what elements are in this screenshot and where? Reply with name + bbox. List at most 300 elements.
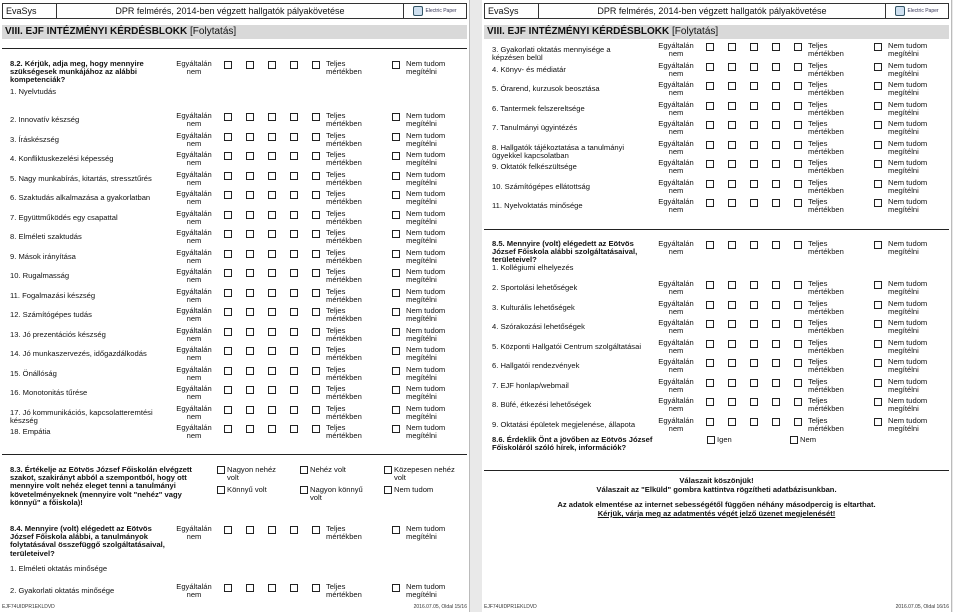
rating-checkbox-5[interactable] (794, 281, 802, 289)
rating-checkbox-5[interactable] (312, 172, 320, 180)
dont-know-checkbox[interactable] (874, 301, 882, 309)
dont-know-checkbox[interactable] (874, 359, 882, 367)
rating-checkbox-3[interactable] (268, 133, 276, 141)
rating-checkbox-4[interactable] (290, 526, 298, 534)
dont-know-checkbox[interactable] (874, 241, 882, 249)
dont-know-checkbox[interactable] (392, 113, 400, 121)
dont-know-checkbox[interactable] (874, 199, 882, 207)
dont-know-label: Nem tudom megítélni (888, 318, 928, 335)
rating-checkbox-3[interactable] (750, 320, 758, 328)
rating-checkbox-5[interactable] (312, 61, 320, 69)
rating-checkbox-5[interactable] (312, 269, 320, 277)
rating-checkbox-2[interactable] (246, 191, 254, 199)
rating-checkbox-2[interactable] (728, 418, 736, 426)
dont-know-checkbox[interactable] (392, 133, 400, 141)
rating-checkbox-3[interactable] (268, 526, 276, 534)
rating-checkbox-2[interactable] (246, 406, 254, 414)
dont-know-checkbox[interactable] (392, 367, 400, 375)
rating-checkbox-1[interactable] (224, 211, 232, 219)
rating-checkbox-5[interactable] (794, 301, 802, 309)
item-label: 5. Központi Hallgatói Centrum szolgáltatásai (492, 341, 642, 351)
dont-know-checkbox[interactable] (874, 379, 882, 387)
item-label: 9. Mások irányítása (10, 251, 76, 261)
rating-checkbox-3[interactable] (268, 61, 276, 69)
item-label: 2. Innovatív készség (10, 115, 80, 124)
rating-checkbox-1[interactable] (224, 526, 232, 534)
rating-checkbox-1[interactable] (224, 328, 232, 336)
scale-low-label: Egyáltalán nem (658, 415, 694, 433)
rating-checkbox-2[interactable] (246, 250, 254, 258)
dont-know-label: Nem tudom megítélni (888, 41, 928, 58)
rating-checkbox-4[interactable] (772, 398, 780, 406)
checkbox[interactable] (384, 486, 392, 494)
rating-checkbox-2[interactable] (728, 160, 736, 168)
answer-option[interactable] (384, 466, 462, 484)
rating-checkbox-2[interactable] (728, 340, 736, 348)
answer-option[interactable] (300, 466, 378, 484)
rating-checkbox-2[interactable] (246, 172, 254, 180)
rating-checkbox-2[interactable] (246, 61, 254, 69)
dont-know-label: Nem tudom megítélni (888, 337, 928, 355)
dont-know-checkbox[interactable] (392, 526, 400, 534)
dont-know-checkbox[interactable] (392, 386, 400, 394)
rating-checkbox-5[interactable] (312, 347, 320, 355)
dont-know-checkbox[interactable] (874, 43, 882, 51)
rating-checkbox-1[interactable] (224, 425, 232, 433)
rating-checkbox-3[interactable] (268, 113, 276, 121)
rating-checkbox-5[interactable] (794, 379, 802, 387)
rating-checkbox-5[interactable] (794, 199, 802, 207)
rating-checkbox-2[interactable] (728, 398, 736, 406)
rating-checkbox-4[interactable] (772, 320, 780, 328)
rating-checkbox-2[interactable] (728, 43, 736, 51)
rating-checkbox-4[interactable] (772, 379, 780, 387)
rating-checkbox-3[interactable] (750, 398, 758, 406)
scale-high-label: Teljes mértékben (326, 130, 362, 148)
rating-checkbox-2[interactable] (246, 289, 254, 297)
rating-checkbox-2[interactable] (728, 320, 736, 328)
survey-title: DPR felmérés, 2014-ben végzett hallgatók pályakövetése (115, 6, 345, 16)
rating-checkbox-5[interactable] (794, 141, 802, 149)
rating-checkbox-5[interactable] (312, 308, 320, 316)
rating-checkbox-2[interactable] (728, 102, 736, 110)
dont-know-checkbox[interactable] (392, 230, 400, 238)
rating-checkbox-4[interactable] (290, 289, 298, 297)
rating-checkbox-4[interactable] (772, 63, 780, 71)
rating-checkbox-3[interactable] (268, 250, 276, 258)
rating-checkbox-1[interactable] (706, 141, 714, 149)
rating-checkbox-4[interactable] (290, 172, 298, 180)
rating-checkbox-2[interactable] (246, 328, 254, 336)
rating-checkbox-2[interactable] (728, 141, 736, 149)
footer-page: 2016.07.05, Oldal 15/16 (413, 604, 467, 610)
checkbox[interactable] (300, 486, 308, 494)
dont-know-checkbox[interactable] (874, 320, 882, 328)
rating-checkbox-2[interactable] (246, 133, 254, 141)
dont-know-label: Nem tudom megítélni (888, 99, 928, 117)
rating-checkbox-4[interactable] (290, 211, 298, 219)
rating-checkbox-3[interactable] (268, 191, 276, 199)
dont-know-checkbox[interactable] (392, 347, 400, 355)
rating-checkbox-5[interactable] (794, 63, 802, 71)
rating-checkbox-2[interactable] (728, 379, 736, 387)
rating-checkbox-2[interactable] (246, 584, 254, 592)
dont-know-checkbox[interactable] (392, 152, 400, 160)
rating-checkbox-3[interactable] (268, 152, 276, 160)
scale-high-label: Teljes mértékben (326, 59, 362, 76)
rating-checkbox-4[interactable] (290, 406, 298, 414)
rating-checkbox-5[interactable] (312, 211, 320, 219)
logo-icon (895, 6, 905, 16)
rating-checkbox-4[interactable] (290, 584, 298, 592)
rating-checkbox-5[interactable] (312, 289, 320, 297)
rating-checkbox-4[interactable] (290, 269, 298, 277)
logo-icon (413, 6, 423, 16)
rating-row (0, 583, 469, 605)
answer-option[interactable] (300, 486, 378, 504)
rating-checkbox-3[interactable] (268, 269, 276, 277)
rating-checkbox-2[interactable] (728, 359, 736, 367)
dont-know-checkbox[interactable] (874, 102, 882, 110)
rating-checkbox-1[interactable] (224, 152, 232, 160)
dont-know-checkbox[interactable] (874, 418, 882, 426)
rating-checkbox-5[interactable] (794, 43, 802, 51)
rating-checkbox-3[interactable] (268, 211, 276, 219)
rating-checkbox-2[interactable] (728, 82, 736, 90)
rating-checkbox-1[interactable] (224, 386, 232, 394)
dont-know-checkbox[interactable] (874, 141, 882, 149)
scale-high-label: Teljes mértékben (808, 60, 844, 78)
item-label: 10. Számítógépes ellátottság (492, 181, 590, 191)
rating-checkbox-5[interactable] (794, 241, 802, 249)
rating-checkbox-3[interactable] (268, 367, 276, 375)
rating-checkbox-5[interactable] (794, 320, 802, 328)
dont-know-label: Nem tudom megítélni (406, 306, 446, 323)
rating-checkbox-1[interactable] (706, 121, 714, 129)
page-header (2, 3, 467, 19)
rating-checkbox-3[interactable] (268, 172, 276, 180)
rating-checkbox-1[interactable] (706, 180, 714, 188)
rating-checkbox-3[interactable] (268, 308, 276, 316)
rating-checkbox-4[interactable] (290, 367, 298, 375)
rating-checkbox-2[interactable] (246, 113, 254, 121)
rating-checkbox-3[interactable] (268, 289, 276, 297)
dont-know-checkbox[interactable] (392, 250, 400, 258)
dont-know-checkbox[interactable] (392, 191, 400, 199)
dont-know-checkbox[interactable] (392, 406, 400, 414)
rating-checkbox-2[interactable] (728, 199, 736, 207)
dont-know-checkbox[interactable] (874, 340, 882, 348)
dont-know-label: Nem tudom megítélni (406, 524, 446, 541)
rating-checkbox-5[interactable] (794, 398, 802, 406)
rating-checkbox-2[interactable] (728, 63, 736, 71)
dont-know-checkbox[interactable] (392, 61, 400, 69)
rating-checkbox-5[interactable] (794, 418, 802, 426)
rating-checkbox-1[interactable] (224, 584, 232, 592)
rating-checkbox-4[interactable] (290, 250, 298, 258)
rating-checkbox-1[interactable] (224, 113, 232, 121)
rating-checkbox-1[interactable] (224, 308, 232, 316)
rating-checkbox-5[interactable] (312, 250, 320, 258)
rating-checkbox-3[interactable] (750, 141, 758, 149)
rating-checkbox-1[interactable] (706, 281, 714, 289)
rating-checkbox-1[interactable] (706, 301, 714, 309)
rating-checkbox-4[interactable] (290, 308, 298, 316)
rating-checkbox-5[interactable] (312, 425, 320, 433)
rating-checkbox-4[interactable] (290, 347, 298, 355)
rating-checkbox-3[interactable] (750, 281, 758, 289)
dont-know-checkbox[interactable] (392, 211, 400, 219)
rating-checkbox-3[interactable] (750, 241, 758, 249)
rating-checkbox-3[interactable] (268, 584, 276, 592)
option-no[interactable] (790, 436, 850, 446)
rating-checkbox-2[interactable] (246, 230, 254, 238)
rating-checkbox-1[interactable] (224, 133, 232, 141)
scale-low-label: Egyáltalán nem (658, 318, 694, 335)
rating-checkbox-5[interactable] (312, 406, 320, 414)
rating-checkbox-5[interactable] (312, 113, 320, 121)
rating-checkbox-3[interactable] (268, 406, 276, 414)
rating-checkbox-4[interactable] (290, 113, 298, 121)
rating-checkbox-4[interactable] (772, 199, 780, 207)
rating-row (482, 239, 951, 272)
thank-you-text: Válaszait köszönjük! (679, 476, 754, 485)
rating-checkbox-2[interactable] (728, 301, 736, 309)
option-label: Közepesen nehéz volt (394, 465, 455, 482)
checkbox[interactable] (217, 466, 225, 474)
rating-checkbox-2[interactable] (246, 425, 254, 433)
scale-high-label: Teljes mértékben (326, 306, 362, 323)
rating-checkbox-5[interactable] (794, 359, 802, 367)
scale-low-label: Egyáltalán nem (176, 111, 212, 128)
scale-high-label: Teljes mértékben (326, 423, 362, 440)
rating-checkbox-5[interactable] (312, 133, 320, 141)
dont-know-label: Nem tudom megítélni (888, 177, 928, 195)
rating-checkbox-1[interactable] (706, 320, 714, 328)
rating-checkbox-5[interactable] (312, 191, 320, 199)
rating-checkbox-4[interactable] (290, 61, 298, 69)
checkbox[interactable] (300, 466, 308, 474)
rating-checkbox-5[interactable] (312, 152, 320, 160)
rating-checkbox-3[interactable] (750, 418, 758, 426)
rating-checkbox-3[interactable] (750, 160, 758, 168)
rating-checkbox-2[interactable] (246, 308, 254, 316)
rating-checkbox-1[interactable] (706, 102, 714, 110)
rating-checkbox-4[interactable] (290, 230, 298, 238)
rating-checkbox-4[interactable] (772, 82, 780, 90)
rating-checkbox-2[interactable] (246, 347, 254, 355)
rating-checkbox-5[interactable] (312, 367, 320, 375)
scale-low-label: Egyáltalán nem (176, 150, 212, 167)
rating-checkbox-3[interactable] (268, 230, 276, 238)
rating-checkbox-1[interactable] (224, 230, 232, 238)
item-label: 8. Elméleti szaktudás (10, 232, 82, 241)
dont-know-label: Nem tudom megítélni (406, 189, 446, 206)
rating-checkbox-4[interactable] (772, 102, 780, 110)
rating-checkbox-3[interactable] (750, 121, 758, 129)
rating-checkbox-4[interactable] (772, 180, 780, 188)
rating-checkbox-4[interactable] (290, 425, 298, 433)
rating-checkbox-1[interactable] (224, 406, 232, 414)
item-label: 13. Jó prezentációs készség (10, 329, 106, 339)
rating-checkbox-4[interactable] (772, 160, 780, 168)
rating-checkbox-2[interactable] (728, 121, 736, 129)
rating-checkbox-4[interactable] (772, 141, 780, 149)
rating-checkbox-5[interactable] (794, 180, 802, 188)
dont-know-checkbox[interactable] (392, 172, 400, 180)
dont-know-label: Nem tudom megítélni (406, 364, 446, 382)
rating-checkbox-1[interactable] (706, 418, 714, 426)
electric-paper-logo (403, 4, 466, 18)
dont-know-checkbox[interactable] (874, 63, 882, 71)
rating-checkbox-5[interactable] (312, 526, 320, 534)
dont-know-checkbox[interactable] (392, 269, 400, 277)
rating-checkbox-3[interactable] (750, 43, 758, 51)
dont-know-checkbox[interactable] (874, 121, 882, 129)
rating-checkbox-4[interactable] (772, 121, 780, 129)
rating-checkbox-3[interactable] (268, 386, 276, 394)
dont-know-label: Nem tudom megítélni (888, 376, 928, 394)
dont-know-label: Nem tudom megítélni (406, 150, 446, 167)
item-label: 12. Számítógépes tudás (10, 310, 92, 319)
scale-high-label: Teljes mértékben (808, 41, 844, 58)
rating-checkbox-1[interactable] (706, 340, 714, 348)
rating-checkbox-1[interactable] (224, 269, 232, 277)
rating-checkbox-4[interactable] (772, 418, 780, 426)
section-title (484, 25, 949, 39)
option-label: Nehéz volt (310, 465, 346, 474)
rating-checkbox-1[interactable] (706, 379, 714, 387)
dont-know-checkbox[interactable] (392, 584, 400, 592)
rating-checkbox-1[interactable] (224, 61, 232, 69)
rating-checkbox-1[interactable] (706, 82, 714, 90)
rating-checkbox-2[interactable] (246, 211, 254, 219)
rating-checkbox-1[interactable] (706, 241, 714, 249)
rating-checkbox-1[interactable] (706, 63, 714, 71)
checkbox[interactable] (790, 436, 798, 444)
option-label: Nem (800, 435, 817, 444)
rating-checkbox-2[interactable] (246, 367, 254, 375)
dont-know-checkbox[interactable] (874, 160, 882, 168)
dont-know-checkbox[interactable] (874, 82, 882, 90)
rating-checkbox-1[interactable] (224, 172, 232, 180)
rating-checkbox-3[interactable] (750, 102, 758, 110)
rating-checkbox-1[interactable] (706, 398, 714, 406)
rating-checkbox-4[interactable] (772, 340, 780, 348)
rating-checkbox-3[interactable] (750, 340, 758, 348)
dont-know-checkbox[interactable] (392, 328, 400, 336)
rating-checkbox-2[interactable] (728, 281, 736, 289)
logo-text: Electric Paper (907, 8, 939, 14)
rating-checkbox-4[interactable] (290, 133, 298, 141)
rating-checkbox-2[interactable] (246, 386, 254, 394)
electric-paper-logo (885, 4, 948, 18)
checkbox[interactable] (384, 466, 392, 474)
rating-checkbox-5[interactable] (794, 102, 802, 110)
divider (484, 470, 949, 471)
dont-know-checkbox[interactable] (392, 425, 400, 433)
dont-know-checkbox[interactable] (874, 281, 882, 289)
rating-checkbox-5[interactable] (312, 386, 320, 394)
rating-checkbox-4[interactable] (772, 359, 780, 367)
rating-checkbox-2[interactable] (728, 241, 736, 249)
rating-checkbox-5[interactable] (794, 340, 802, 348)
dont-know-checkbox[interactable] (392, 289, 400, 297)
option-yes[interactable] (707, 436, 767, 446)
rating-checkbox-3[interactable] (750, 359, 758, 367)
checkbox[interactable] (707, 436, 715, 444)
rating-checkbox-3[interactable] (750, 180, 758, 188)
page-16 (482, 0, 952, 612)
dont-know-checkbox[interactable] (874, 180, 882, 188)
checkbox[interactable] (217, 486, 225, 494)
rating-checkbox-3[interactable] (750, 63, 758, 71)
answer-option[interactable] (217, 486, 295, 504)
rating-checkbox-5[interactable] (312, 230, 320, 238)
rating-checkbox-1[interactable] (706, 160, 714, 168)
rating-checkbox-2[interactable] (246, 269, 254, 277)
scale-high-label: Teljes mértékben (808, 376, 844, 394)
rating-checkbox-3[interactable] (750, 82, 758, 90)
section-name: VIII. EJF INTÉZMÉNYI KÉRDÉSBLOKK (5, 26, 188, 37)
rating-checkbox-3[interactable] (750, 379, 758, 387)
rating-checkbox-5[interactable] (312, 328, 320, 336)
rating-checkbox-4[interactable] (772, 301, 780, 309)
rating-checkbox-1[interactable] (224, 250, 232, 258)
dont-know-label: Nem tudom megítélni (406, 59, 446, 76)
rating-checkbox-5[interactable] (794, 82, 802, 90)
rating-checkbox-1[interactable] (224, 289, 232, 297)
dont-know-checkbox[interactable] (392, 308, 400, 316)
dont-know-checkbox[interactable] (874, 398, 882, 406)
rating-checkbox-1[interactable] (706, 359, 714, 367)
scale-high-label: Teljes mértékben (326, 345, 362, 362)
rating-checkbox-3[interactable] (750, 199, 758, 207)
rating-checkbox-4[interactable] (772, 281, 780, 289)
rating-checkbox-5[interactable] (794, 121, 802, 129)
rating-checkbox-1[interactable] (224, 191, 232, 199)
rating-checkbox-2[interactable] (246, 152, 254, 160)
rating-checkbox-4[interactable] (290, 328, 298, 336)
rating-checkbox-4[interactable] (290, 386, 298, 394)
rating-row (482, 198, 951, 220)
rating-checkbox-3[interactable] (750, 301, 758, 309)
item-label: 11. Fogalmazási készség (10, 290, 96, 300)
rating-checkbox-1[interactable] (224, 367, 232, 375)
rating-checkbox-2[interactable] (246, 526, 254, 534)
rating-checkbox-4[interactable] (290, 152, 298, 160)
answer-option[interactable] (384, 486, 462, 504)
rating-checkbox-3[interactable] (268, 328, 276, 336)
question-8-3 (10, 466, 205, 507)
answer-option[interactable] (217, 466, 295, 484)
scale-low-label: Egyáltalán nem (176, 228, 212, 245)
option-label: Nagyon könnyű volt (310, 485, 363, 502)
rating-checkbox-2[interactable] (728, 180, 736, 188)
rating-checkbox-5[interactable] (312, 584, 320, 592)
item-label: 9. Oktatási épületek megjelenése, állapota (492, 419, 636, 429)
rating-checkbox-3[interactable] (268, 425, 276, 433)
rating-checkbox-1[interactable] (706, 43, 714, 51)
scale-low-label: Egyáltalán nem (176, 524, 212, 541)
rating-checkbox-3[interactable] (268, 347, 276, 355)
rating-checkbox-1[interactable] (224, 347, 232, 355)
rating-checkbox-5[interactable] (794, 160, 802, 168)
rating-checkbox-4[interactable] (772, 241, 780, 249)
rating-checkbox-1[interactable] (706, 199, 714, 207)
rating-checkbox-4[interactable] (772, 43, 780, 51)
rating-checkbox-4[interactable] (290, 191, 298, 199)
